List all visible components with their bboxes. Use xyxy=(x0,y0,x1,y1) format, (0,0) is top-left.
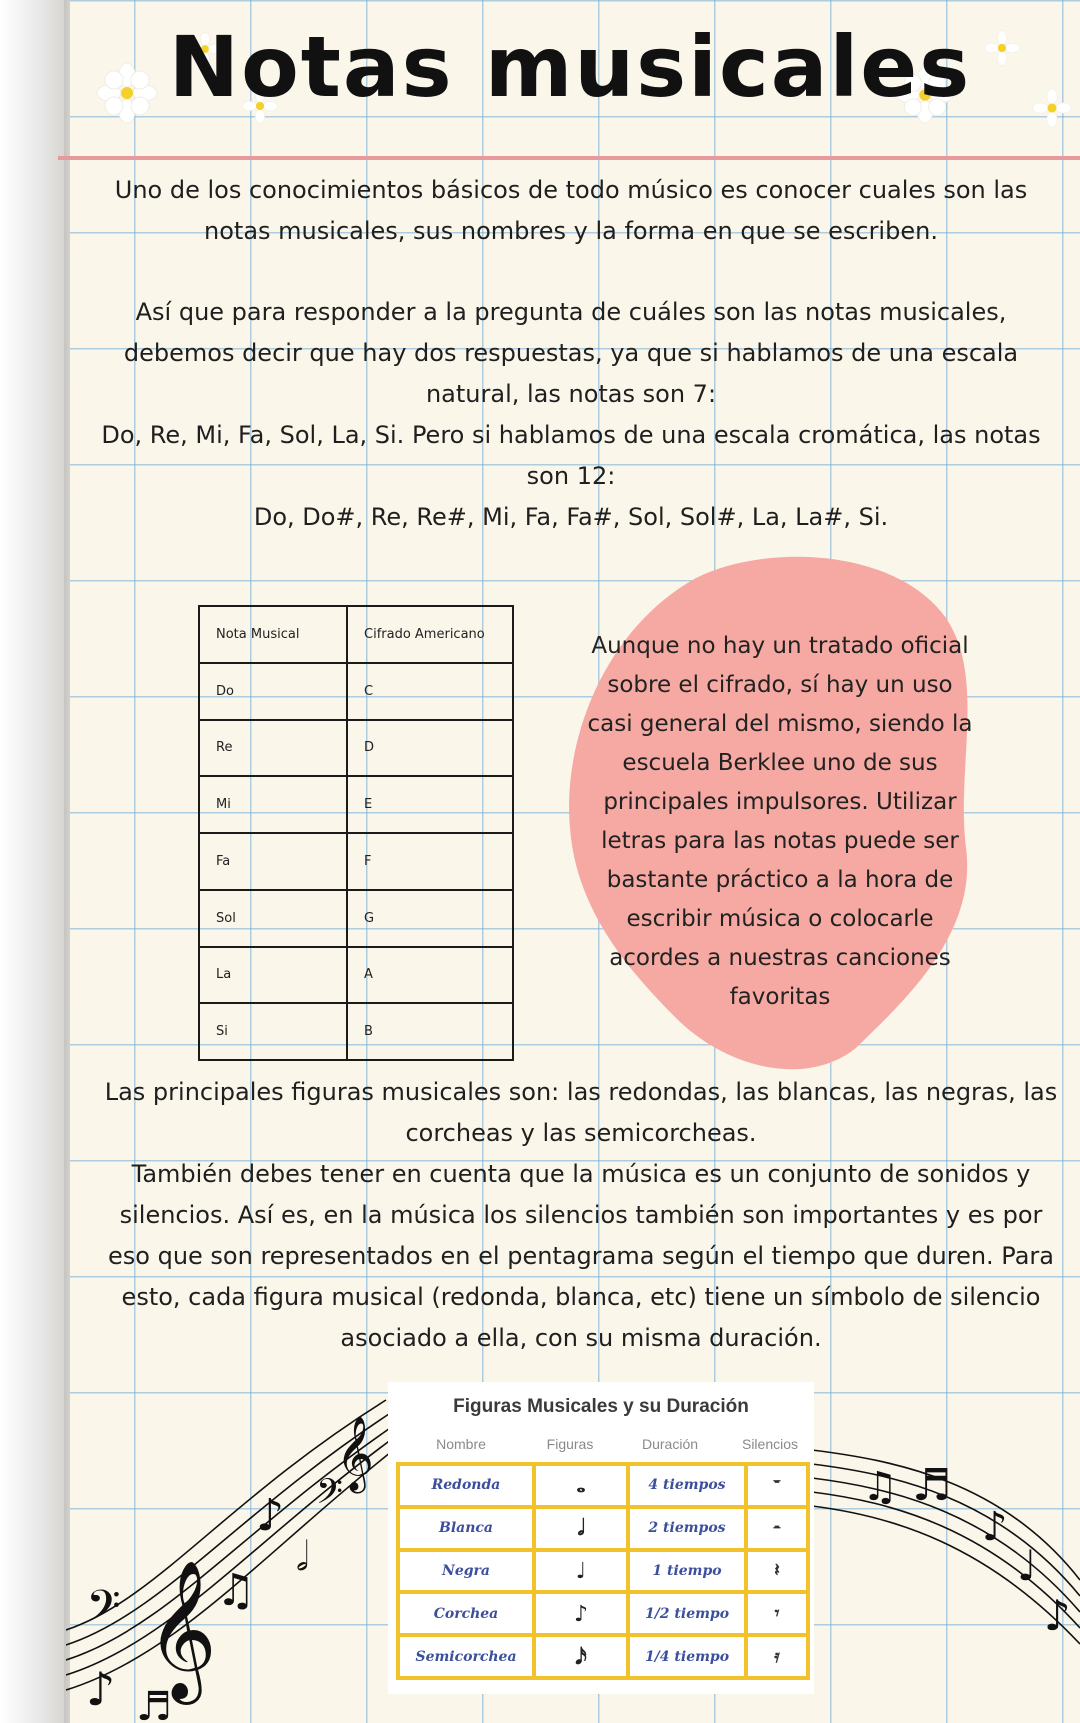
note-cell: La xyxy=(199,947,347,1004)
duration-cell: 4 tiempos xyxy=(628,1464,746,1507)
note-cell: Sol xyxy=(199,890,347,947)
svg-text:𝄞: 𝄞 xyxy=(336,1417,374,1491)
svg-text:♬: ♬ xyxy=(912,1460,952,1511)
callout-text: Aunque no hay un tratado oficial sobre el cifrado, sí hay un uso casi general del mismo, siendo la escuela Berklee uno de sus principales impulsores. Utilizar letras para las notas puede ser bastante práctico a la hora de escribir música o colocarle acordes a nuestras canciones favoritas xyxy=(587,633,973,1010)
intro-paragraph-4: Do, Do#, Re, Re#, Mi, Fa, Fa#, Sol, Sol#, La, La#, Si. xyxy=(253,503,889,531)
figure-symbol-cell: 𝅗𝅥 xyxy=(534,1507,628,1550)
note-cell: Re xyxy=(199,720,347,777)
cipher-cell: F xyxy=(347,833,513,890)
note-cell: Do xyxy=(199,663,347,720)
cipher-cell: A xyxy=(347,947,513,1004)
cipher-cell: E xyxy=(347,776,513,833)
table-header-cell: Nota Musical xyxy=(199,606,347,663)
table-header-cell: Cifrado Americano xyxy=(347,606,513,663)
table-row xyxy=(398,1592,808,1635)
figure-symbol-cell: 𝅘𝅥𝅯 xyxy=(534,1635,628,1678)
rest-symbol-cell: 𝄿 xyxy=(746,1635,808,1678)
note-cipher-table xyxy=(198,605,514,1061)
intro-paragraph-2: Así que para responder a la pregunta de cuáles son las notas musicales, debemos decir que hay dos respuestas, ya que si hablamos de una escala natural, las notas son 7: xyxy=(123,298,1019,408)
note-cell: Si xyxy=(199,1003,347,1060)
figures-paragraph-1: Las principales figuras musicales son: las redondas, las blancas, las negras, las corcheas y las semicorcheas. xyxy=(104,1078,1058,1147)
table-row xyxy=(398,1635,808,1678)
duration-cell: 2 tiempos xyxy=(628,1507,746,1550)
svg-text:𝄢: 𝄢 xyxy=(316,1471,344,1520)
music-staff-decoration-left xyxy=(66,1380,396,1723)
rest-symbol-cell: 𝄻 xyxy=(746,1464,808,1507)
svg-text:♪: ♪ xyxy=(86,1662,116,1716)
table-row xyxy=(398,1507,808,1550)
column-header-nombre: Nombre xyxy=(436,1436,486,1452)
cipher-cell: B xyxy=(347,1003,513,1060)
page-edge-shadow xyxy=(0,0,70,1723)
svg-text:𝅗𝅥: 𝅗𝅥 xyxy=(296,1534,309,1580)
duration-cell: 1 tiempo xyxy=(628,1550,746,1593)
figure-name-cell: Corchea xyxy=(398,1592,534,1635)
table-row xyxy=(199,833,513,890)
page-title: Notas musicales xyxy=(168,18,972,116)
intro-paragraph-1: Uno de los conocimientos básicos de todo músico es conocer cuales son las notas musicales, sus nombres y la forma en que se escriben. xyxy=(114,176,1028,245)
svg-text:♩: ♩ xyxy=(1017,1541,1037,1590)
table-row xyxy=(398,1464,808,1507)
figure-name-cell: Semicorchea xyxy=(398,1635,534,1678)
column-header-duracion: Duración xyxy=(641,1436,699,1452)
figure-symbol-cell: 𝅝 xyxy=(534,1464,628,1507)
figure-symbol-cell: ♪ xyxy=(534,1592,628,1635)
figures-duration-card xyxy=(388,1382,814,1694)
svg-text:♪: ♪ xyxy=(1044,1591,1071,1640)
svg-text:♬: ♬ xyxy=(136,1684,172,1723)
svg-text:𝄞: 𝄞 xyxy=(146,1560,217,1699)
note-cell: Fa xyxy=(199,833,347,890)
table-row xyxy=(199,720,513,777)
duration-cell: 1/4 tiempo xyxy=(628,1635,746,1678)
figure-name-cell: Redonda xyxy=(398,1464,534,1507)
intro-text xyxy=(92,170,1050,538)
note-cell: Mi xyxy=(199,776,347,833)
table-row xyxy=(199,947,513,1004)
column-header-silencios: Silencios xyxy=(741,1436,799,1452)
figures-table-title: Figuras Musicales y su Duración xyxy=(453,1396,749,1417)
table-row xyxy=(199,663,513,720)
intro-paragraph-3: Do, Re, Mi, Fa, Sol, La, Si. Pero si hablamos de una escala cromática, las notas son 12: xyxy=(101,421,1041,490)
figures-text xyxy=(96,1072,1066,1359)
table-row xyxy=(199,890,513,947)
rest-symbol-cell: 𝄽 xyxy=(746,1550,808,1593)
cipher-cell: G xyxy=(347,890,513,947)
svg-text:♪: ♪ xyxy=(256,1490,285,1541)
cipher-cell: D xyxy=(347,720,513,777)
table-row xyxy=(398,1550,808,1593)
figures-paragraph-2: También debes tener en cuenta que la música es un conjunto de sonidos y silencios. Así es, en la música los silencios también son importantes y es por eso que son representados en el pentagrama según el tiempo que duren. Para esto, cada figura musical (redonda, blanca, etc) tiene un símbolo de silencio asociado a ella, con su misma duración. xyxy=(108,1160,1054,1352)
svg-text:𝄢: 𝄢 xyxy=(86,1580,121,1643)
cipher-cell: C xyxy=(347,663,513,720)
rest-symbol-cell: 𝄾 xyxy=(746,1592,808,1635)
table-row xyxy=(199,776,513,833)
figure-name-cell: Blanca xyxy=(398,1507,534,1550)
svg-text:♪: ♪ xyxy=(982,1504,1008,1550)
figure-symbol-cell: ♩ xyxy=(534,1550,628,1593)
svg-text:♫: ♫ xyxy=(862,1464,898,1510)
music-staff-decoration-right xyxy=(812,1430,1080,1660)
header-divider xyxy=(58,156,1080,160)
duration-cell: 1/2 tiempo xyxy=(628,1592,746,1635)
figures-duration-table xyxy=(396,1462,810,1680)
column-header-figuras: Figuras xyxy=(546,1436,594,1452)
rest-symbol-cell: 𝄼 xyxy=(746,1507,808,1550)
figure-name-cell: Negra xyxy=(398,1550,534,1593)
svg-text:♫: ♫ xyxy=(216,1565,256,1616)
table-header-row xyxy=(199,606,513,663)
table-row xyxy=(199,1003,513,1060)
